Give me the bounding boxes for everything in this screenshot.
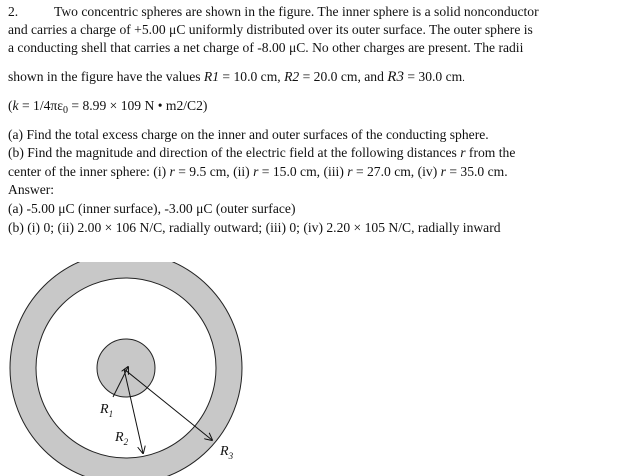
constant-units: N • m	[141, 98, 177, 113]
problem-line-1	[8, 4, 539, 20]
meter-exponent: 2	[176, 98, 184, 113]
part-b-text: (b) Find the magnitude and direction of the electric field at the following distances	[8, 145, 461, 160]
constant-exponent: 9	[134, 98, 142, 113]
problem-line-3	[8, 40, 523, 56]
answer-b	[8, 220, 501, 236]
answer-heading	[8, 182, 54, 198]
r-iv-value: = 35.0 cm.	[445, 164, 508, 179]
problem-intro-3: a conducting shell that carries a net charge of -8.00 μC. No other charges are present. The radii	[8, 40, 524, 55]
problem-intro-1: Two concentric spheres are shown in the figure. The inner sphere is a solid nonconductor	[54, 4, 539, 19]
r-i-value: = 9.5 cm, (ii)	[174, 164, 254, 179]
r3-value: = 30.0 cm	[403, 69, 463, 84]
part-b-after: from the	[465, 145, 516, 160]
label-r1: $R_1$	[100, 402, 114, 419]
coulomb-exponent: 2	[196, 98, 203, 113]
r2-label: R2	[284, 69, 300, 84]
constant-close: )	[202, 98, 208, 113]
part-a	[8, 127, 489, 143]
part-b2-prefix: center of the inner sphere: (i)	[8, 164, 170, 179]
constant-k: k	[12, 98, 19, 113]
part-a-text: (a) Find the total excess charge on the inner and outer surfaces of the conducting sphere.	[8, 127, 489, 142]
r3-label: R3	[387, 69, 404, 85]
part-b-r: r	[460, 145, 466, 160]
r-iii: r	[347, 164, 353, 179]
problem-intro-2: and carries a charge of +5.00 μC uniformly distributed over its outer surface. The outer sphere is	[8, 22, 533, 37]
r-i: r	[169, 164, 175, 179]
concentric-spheres-figure	[0, 262, 300, 476]
label-r2: $R_2$	[115, 430, 129, 447]
answer-heading-text: Answer:	[8, 182, 55, 197]
r1-value: = 10.0 cm,	[219, 69, 285, 84]
label-r3: $R_3$	[220, 444, 234, 461]
r1-label: R1	[203, 69, 220, 84]
r2-value: = 20.0 cm, and	[299, 69, 388, 84]
constant-divisor: /C	[183, 98, 197, 113]
answer-b-text: (b) (i) 0; (ii) 2.00 × 106 N/C, radially outward; (iii) 0; (iv) 2.20 × 105 N/C, radially inward	[8, 220, 501, 235]
answer-a	[8, 201, 295, 217]
part-b-line-2	[8, 164, 508, 180]
r-ii-value: = 15.0 cm, (iii)	[258, 164, 348, 179]
constant-open: (	[8, 98, 13, 113]
problem-line-2	[8, 22, 533, 38]
radii-line	[8, 69, 465, 87]
r-iv: r	[440, 164, 446, 179]
part-b-line-1	[8, 145, 515, 161]
r-ii: r	[253, 164, 259, 179]
radii-end: .	[462, 73, 465, 84]
epsilon-subscript: 0	[62, 105, 68, 116]
answer-a-text: (a) -5.00 μC (inner surface), -3.00 μC (outer surface)	[8, 201, 296, 216]
radii-prefix: shown in the figure have the values	[8, 69, 204, 84]
problem-number: 2.	[8, 4, 19, 19]
constant-value: = 8.99 × 10	[67, 98, 135, 113]
constant-line	[8, 98, 207, 119]
r-iii-value: = 27.0 cm, (iv)	[352, 164, 441, 179]
constant-mid: = 1/4πε	[18, 98, 63, 113]
inner-sphere	[97, 339, 155, 397]
